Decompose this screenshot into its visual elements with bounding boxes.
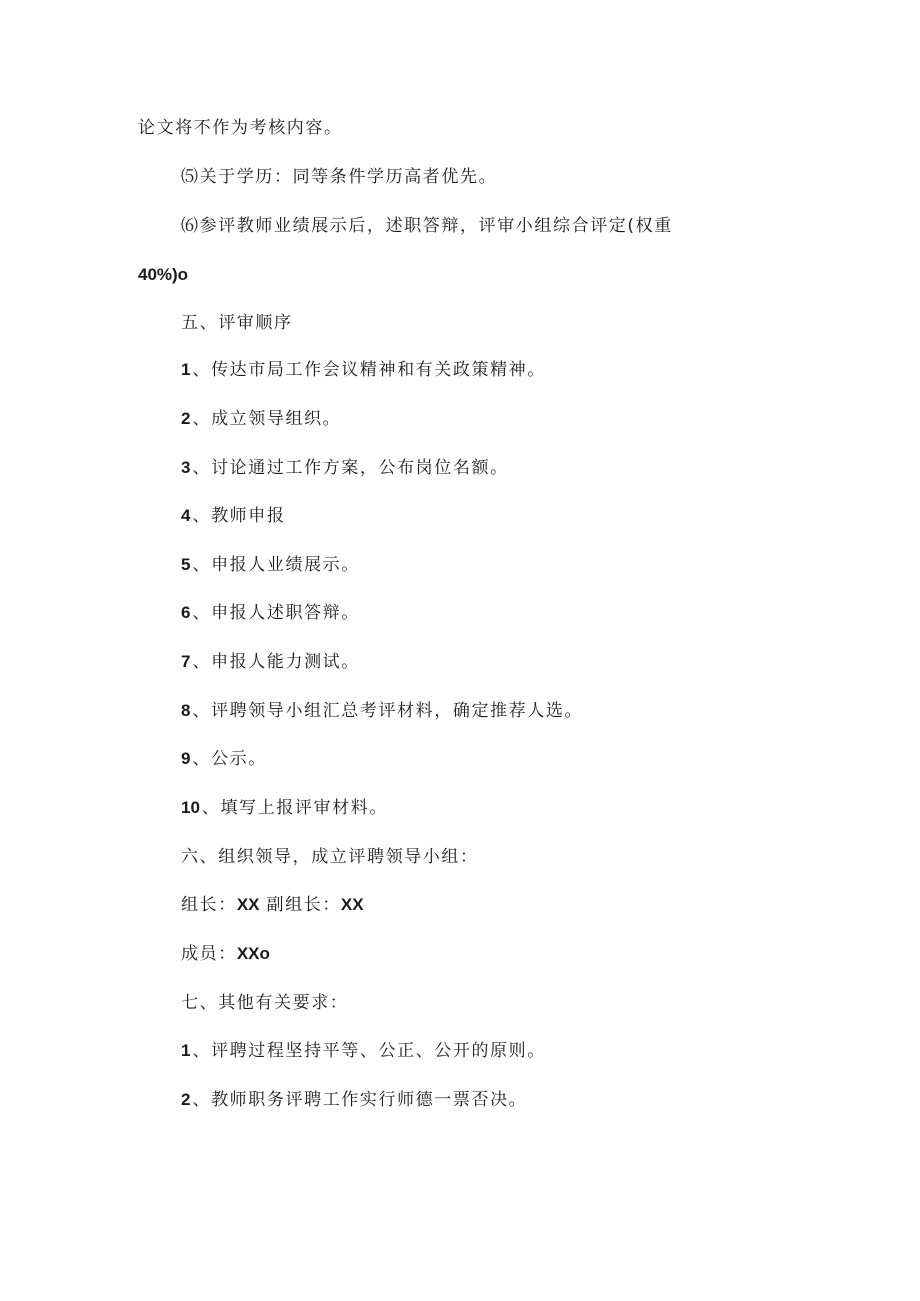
list-number: 9: [181, 749, 191, 768]
list-text: 、评聘领导小组汇总考评材料，确定推荐人选。: [192, 701, 584, 721]
list-item: [181, 504, 285, 528]
list-text: 、评聘过程坚持平等、公正、公开的原则。: [192, 1041, 546, 1061]
paragraph-text: ⑸关于学历：同等条件学历高者优先。: [181, 167, 498, 187]
list-text: 、申报人述职答辩。: [192, 603, 360, 623]
paragraph-education: [181, 165, 497, 189]
deputy-label: 副组长：: [266, 895, 341, 915]
paragraph-text: 40%)o: [138, 265, 189, 284]
heading-text: 五、评审顺序: [181, 313, 293, 333]
section-heading-requirements: [181, 991, 348, 1015]
leader-line: [181, 893, 364, 917]
list-number: 7: [181, 652, 191, 671]
list-item: [181, 650, 360, 674]
list-item: [181, 407, 341, 431]
list-item: [181, 1088, 527, 1112]
list-text: 、申报人业绩展示。: [192, 555, 360, 575]
member-line: [181, 942, 270, 966]
paragraph-thesis-note: [138, 116, 343, 140]
list-number: 1: [181, 1041, 191, 1060]
list-item: [181, 553, 360, 577]
list-text: 、申报人能力测试。: [192, 652, 360, 672]
section-heading-review-order: [181, 311, 293, 335]
paragraph-evaluation-continued: [138, 263, 188, 287]
list-item: [181, 358, 546, 382]
paragraph-text: 论文将不作为考核内容。: [138, 118, 343, 138]
list-number: 8: [181, 701, 191, 720]
list-number: 10: [181, 798, 200, 817]
member-label: 成员：: [181, 944, 237, 964]
list-number: 5: [181, 555, 191, 574]
list-text: 、教师申报: [192, 506, 286, 526]
leader-label: 组长：: [181, 895, 237, 915]
list-text: 、讨论通过工作方案，公布岗位名额。: [192, 458, 509, 478]
list-number: 2: [181, 1090, 191, 1109]
list-text: 、成立领导组织。: [192, 409, 342, 429]
list-text: 、教师职务评聘工作实行师德一票否决。: [192, 1090, 528, 1110]
heading-text: 六、组织领导，成立评聘领导小组：: [181, 847, 479, 867]
leader-value: XX: [236, 895, 260, 914]
list-item: [181, 1039, 546, 1063]
list-item: [181, 601, 360, 625]
list-text: 、填写上报评审材料。: [201, 798, 388, 818]
list-text: 、传达市局工作会议精神和有关政策精神。: [192, 360, 546, 380]
list-text: 、公示。: [192, 749, 267, 769]
list-number: 1: [181, 360, 191, 379]
list-number: 6: [181, 603, 191, 622]
heading-text: 七、其他有关要求：: [181, 993, 349, 1013]
list-number: 4: [181, 506, 191, 525]
list-number: 3: [181, 458, 191, 477]
list-item: [181, 699, 583, 723]
member-value: XXo: [236, 944, 270, 963]
paragraph-text: ⑹参评教师业绩展示后，述职答辩，评审小组综合评定(权重: [181, 216, 673, 236]
deputy-value: XX: [340, 895, 364, 914]
list-number: 2: [181, 409, 191, 428]
list-item: [181, 456, 509, 480]
list-item: [181, 796, 388, 820]
list-item: [181, 747, 267, 771]
section-heading-organization: [181, 845, 479, 869]
paragraph-evaluation: [181, 214, 673, 238]
